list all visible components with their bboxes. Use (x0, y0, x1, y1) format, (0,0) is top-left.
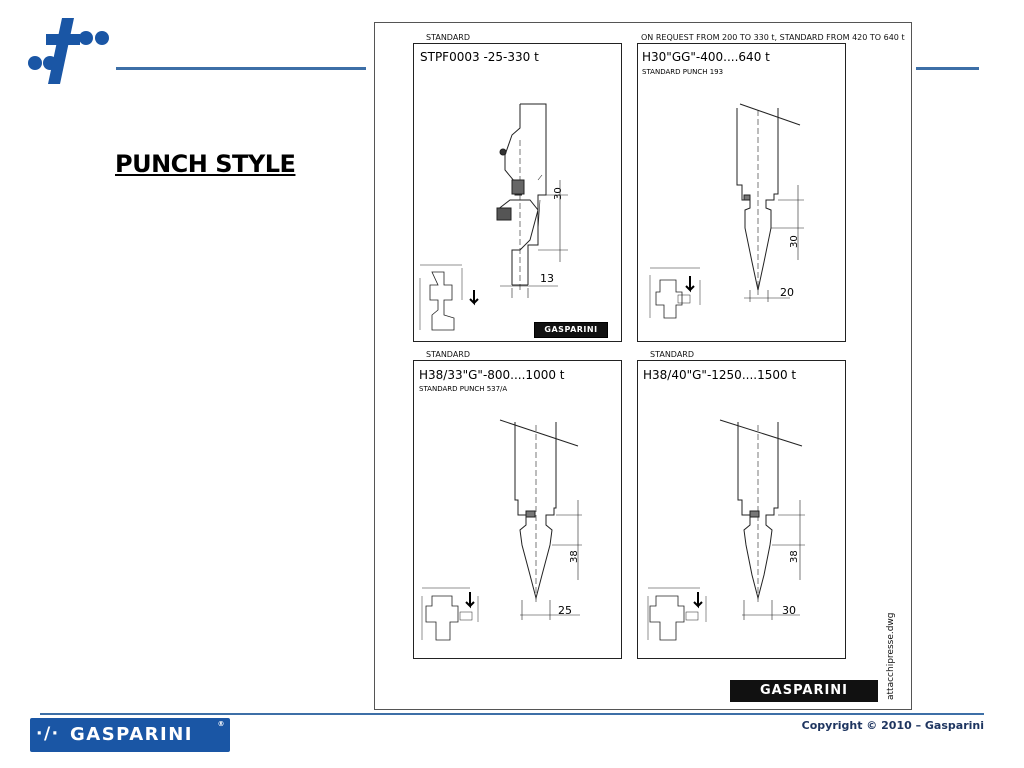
footer-logo-mark-icon: ·/· (36, 724, 60, 744)
footer-logo-text: GASPARINI (70, 724, 193, 745)
slide-title: PUNCH STYLE (115, 150, 296, 178)
panel-3-tag: STANDARD (426, 350, 471, 359)
panel-4-model: H38/40"G"-1250....1500 t (643, 368, 797, 382)
drawing-filename: attacchipresse.dwg (886, 612, 896, 700)
panel-2-dim-vertical: 30 (789, 235, 800, 248)
panel-3-model: H38/33"G"-800....1000 t (419, 368, 565, 382)
footer-logo (30, 718, 230, 752)
copyright-text: Copyright © 2010 – Gasparini (801, 719, 984, 732)
panel-4-tag: STANDARD (650, 350, 695, 359)
panel-4-dim-horizontal: 30 (782, 604, 796, 617)
panel-2-tag: ON REQUEST FROM 200 TO 330 t, STANDARD FROM 420 TO 640 t (641, 33, 905, 42)
panel-3-dim-vertical: 38 (569, 550, 580, 563)
panel-1-dim-horizontal: 13 (540, 272, 554, 285)
panel-1-logo: GASPARINI (534, 322, 608, 338)
panel-1-dim-vertical: 30 (553, 187, 564, 200)
panel-2-dim-horizontal: 20 (780, 286, 794, 299)
panel-3-subtitle: STANDARD PUNCH 537/A (419, 385, 508, 393)
footer-logo-registered: ® (217, 720, 226, 728)
panel-1-tag: STANDARD (426, 33, 471, 42)
panel-2-subtitle: STANDARD PUNCH 193 (642, 68, 724, 76)
panel-4-dim-vertical: 38 (789, 550, 800, 563)
panel-1-model: STPF0003 -25-330 t (420, 50, 539, 64)
panel-3-dim-horizontal: 25 (558, 604, 572, 617)
footer-rule (40, 713, 984, 715)
sheet-logo: GASPARINI (730, 680, 878, 702)
panel-2-model: H30"GG"-400....640 t (642, 50, 770, 64)
